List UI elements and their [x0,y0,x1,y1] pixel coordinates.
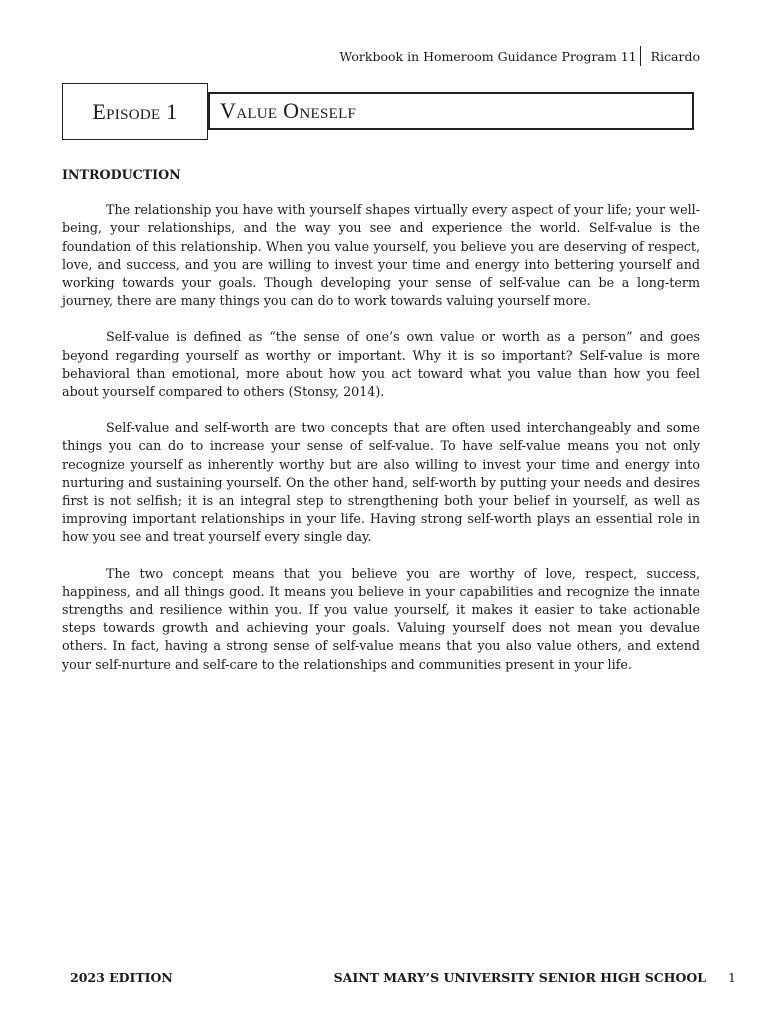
page-footer [70,970,736,985]
school-name: SAINT MARY’S UNIVERSITY SENIOR HIGH SCHOOL [333,970,707,985]
header-separator [640,46,641,66]
page-number: 1 [728,970,736,985]
paragraph-3: Self-value and self-worth are two concepts that are often used interchangeably and some things you can do to increase your sense of self-value. To have self-value means you not only recognize yourself as inherently worthy but are also willing to invest your time and energy into nurturing and sustaining yourself. On the other hand, self-worth by putting your needs and desires first is not selfish; it is an integral step to strengthening both your belief in yourself, as well as improving important relationships in your life. Having strong self-worth plays an essential role in how you see and treat yourself every single day. [62,420,700,545]
author-name: Ricardo [650,48,700,64]
paragraph-1: The relationship you have with yourself shapes virtually every aspect of your life; your well-being, your relationships, and the way you see and experience the world. Self-value is the foundation of this relationship. When you value yourself, you believe you are deserving of respect, love, and success, and you are willing to invest your time and energy into bettering yourself and working towards your goals. Though developing your sense of self-value can be a long-term journey, there are many things you can do to work towards valuing yourself more. [62,202,700,309]
workbook-title: Workbook in Homeroom Guidance Program 11 [339,48,637,64]
document-body [62,166,700,692]
episode-title: Value Oneself [208,92,694,130]
paragraph-2: Self-value is defined as “the sense of one’s own value or worth as a person” and goes beyond regarding yourself as worthy or important. Why it is so important? Self-value is more behavioral than emotional, more about how you act toward what you value than how you feel about yourself compared to others (Stonsy, 2014). [62,329,700,400]
running-header [339,46,700,66]
episode-label: Episode 1 [62,83,208,140]
edition-label: 2023 EDITION [70,970,173,985]
section-heading: INTRODUCTION [62,167,181,182]
paragraph-4: The two concept means that you believe you are worthy of love, respect, success, happiness, and all things good. It means you believe in your capabilities and recognize the innate strengths and resilience within you. If you value yourself, it makes it easier to take actionable steps towards growth and achieving your goals. Valuing yourself does not mean you devalue others. In fact, having a strong sense of self-value means that you also value others, and extend your self-nurture and self-care to the relationships and communities present in your life. [62,565,700,672]
episode-title-block [62,83,694,143]
